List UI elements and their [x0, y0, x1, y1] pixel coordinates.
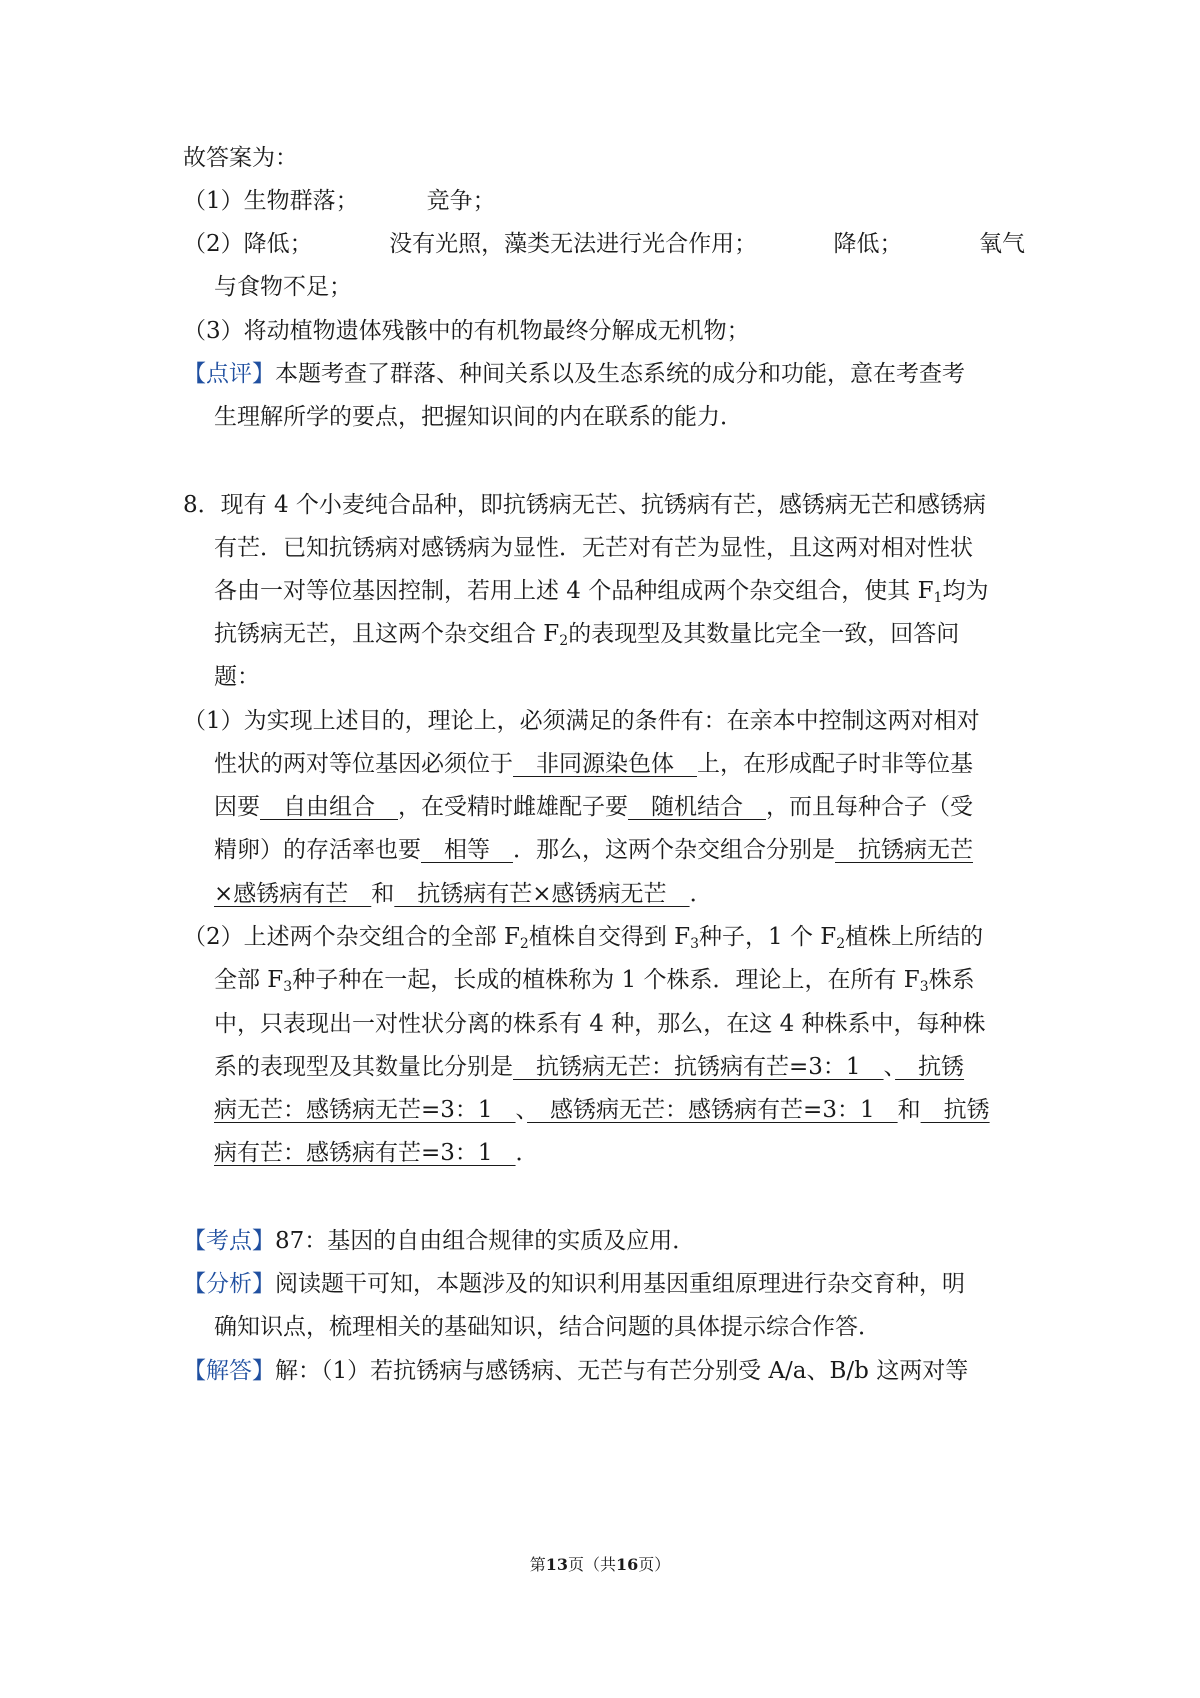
answer-item-2: （2）降低； 没有光照，藻类无法进行光合作用； 降低； 氧气: [183, 231, 1025, 257]
answer-blank: 病无芒：感锈病无芒=3：1: [214, 1097, 516, 1123]
part-1-line-1: （1）为实现上述目的，理论上，必须满足的条件有：在亲本中控制这两对相对: [183, 708, 980, 734]
answer-blank: 抗锈: [895, 1054, 965, 1080]
part-2-line-3: 中，只表现出一对性状分离的株系有 4 种，那么，在这 4 种株系中，每种株: [214, 1011, 986, 1037]
part-2-line-2: 全部 $F_3$种子种在一起，长成的植株称为 1 个株系．理论上，在所有 $F_3$株系: [214, 967, 975, 995]
answer-blank: 感锈病无芒：感锈病有芒=3：1: [527, 1097, 898, 1123]
answer-blank: 病有芒：感锈病有芒=3：1: [214, 1140, 516, 1166]
answer-blank: ×感锈病有芒: [214, 881, 372, 907]
answer-blank: 抗锈病无芒：抗锈病有芒=3：1: [513, 1054, 884, 1080]
part-2-line-1: （2）上述两个杂交组合的全部 $F_2$植株自交得到 $F_3$种子，1 个 $F_2$植株上所结的: [183, 924, 984, 952]
answer-blank: 随机结合: [628, 794, 766, 820]
question-8-line-5: 题：: [214, 664, 260, 690]
part-1-line-4: 精卵）的存活率也要 相等 ．那么，这两个杂交组合分别是 抗锈病无芒: [214, 837, 973, 863]
answer-item-2-cont: 与食物不足；: [214, 274, 352, 300]
review-line-2: 生理解所学的要点，把握知识间的内在联系的能力．: [214, 404, 743, 430]
question-8-line-3: 各由一对等位基因控制，若用上述 4 个品种组成两个杂交组合，使其 $F_1$均为: [214, 578, 989, 606]
part-1-line-5: ×感锈病有芒 和 抗锈病有芒×感锈病无芒 ．: [214, 881, 713, 907]
answer-item-1: （1）生物群落； 竞争；: [183, 188, 496, 214]
answer-blank: 自由组合: [260, 794, 398, 820]
review-tag: 【点评】: [183, 361, 275, 387]
answer-intro: 故答案为：: [183, 145, 298, 171]
question-8-line-2: 有芒．已知抗锈病对感锈病为显性．无芒对有芒为显性，且这两对相对性状: [214, 535, 973, 561]
part-2-line-5: 病无芒：感锈病无芒=3：1 、 感锈病无芒：感锈病有芒=3：1 和 抗锈: [214, 1097, 990, 1123]
part-2-line-6: 病有芒：感锈病有芒=3：1 ．: [214, 1140, 539, 1166]
page-number: 13: [545, 1555, 568, 1574]
jieda-line: 【解答】解：（1）若抗锈病与感锈病、无芒与有芒分别受 A/a、B/b 这两对等: [183, 1358, 969, 1384]
part-2-line-4: 系的表现型及其数量比分别是 抗锈病无芒：抗锈病有芒=3：1 、 抗锈: [214, 1054, 965, 1080]
question-8-line-1: 8．现有 4 个小麦纯合品种，即抗锈病无芒、抗锈病有芒，感锈病无芒和感锈病: [183, 492, 986, 518]
part-1-line-3: 因要 自由组合 ，在受精时雌雄配子要 随机结合 ，而且每种合子（受: [214, 794, 973, 820]
fenxi-tag: 【分析】: [183, 1271, 275, 1297]
page-total: 16: [616, 1555, 639, 1574]
question-8-line-4: 抗锈病无芒，且这两个杂交组合 $F_2$的表现型及其数量比完全一致，回答问: [214, 621, 960, 649]
fenxi-line-2: 确知识点，梳理相关的基础知识，结合问题的具体提示综合作答．: [214, 1314, 881, 1340]
fenxi-line-1: 【分析】阅读题干可知，本题涉及的知识利用基因重组原理进行杂交育种，明: [183, 1271, 965, 1297]
review-line-1: 【点评】本题考查了群落、种间关系以及生态系统的成分和功能，意在考查考: [183, 361, 965, 387]
answer-blank: 抗锈病无芒: [835, 837, 973, 863]
answer-blank: 抗锈病有芒×感锈病无芒: [394, 881, 690, 907]
kaodian-tag: 【考点】: [183, 1228, 275, 1254]
jieda-tag: 【解答】: [183, 1358, 275, 1384]
part-1-line-2: 性状的两对等位基因必须位于 非同源染色体 上，在形成配子时非等位基: [214, 751, 973, 777]
answer-blank: 抗锈: [920, 1097, 990, 1123]
answer-item-3: （3）将动植物遗体残骸中的有机物最终分解成无机物；: [183, 318, 750, 344]
kaodian-line: 【考点】87：基因的自由组合规律的实质及应用．: [183, 1228, 696, 1254]
answer-blank: 非同源染色体: [513, 751, 697, 777]
page-footer: 第13页（共16页）: [529, 1555, 671, 1574]
answer-blank: 相等: [421, 837, 513, 863]
